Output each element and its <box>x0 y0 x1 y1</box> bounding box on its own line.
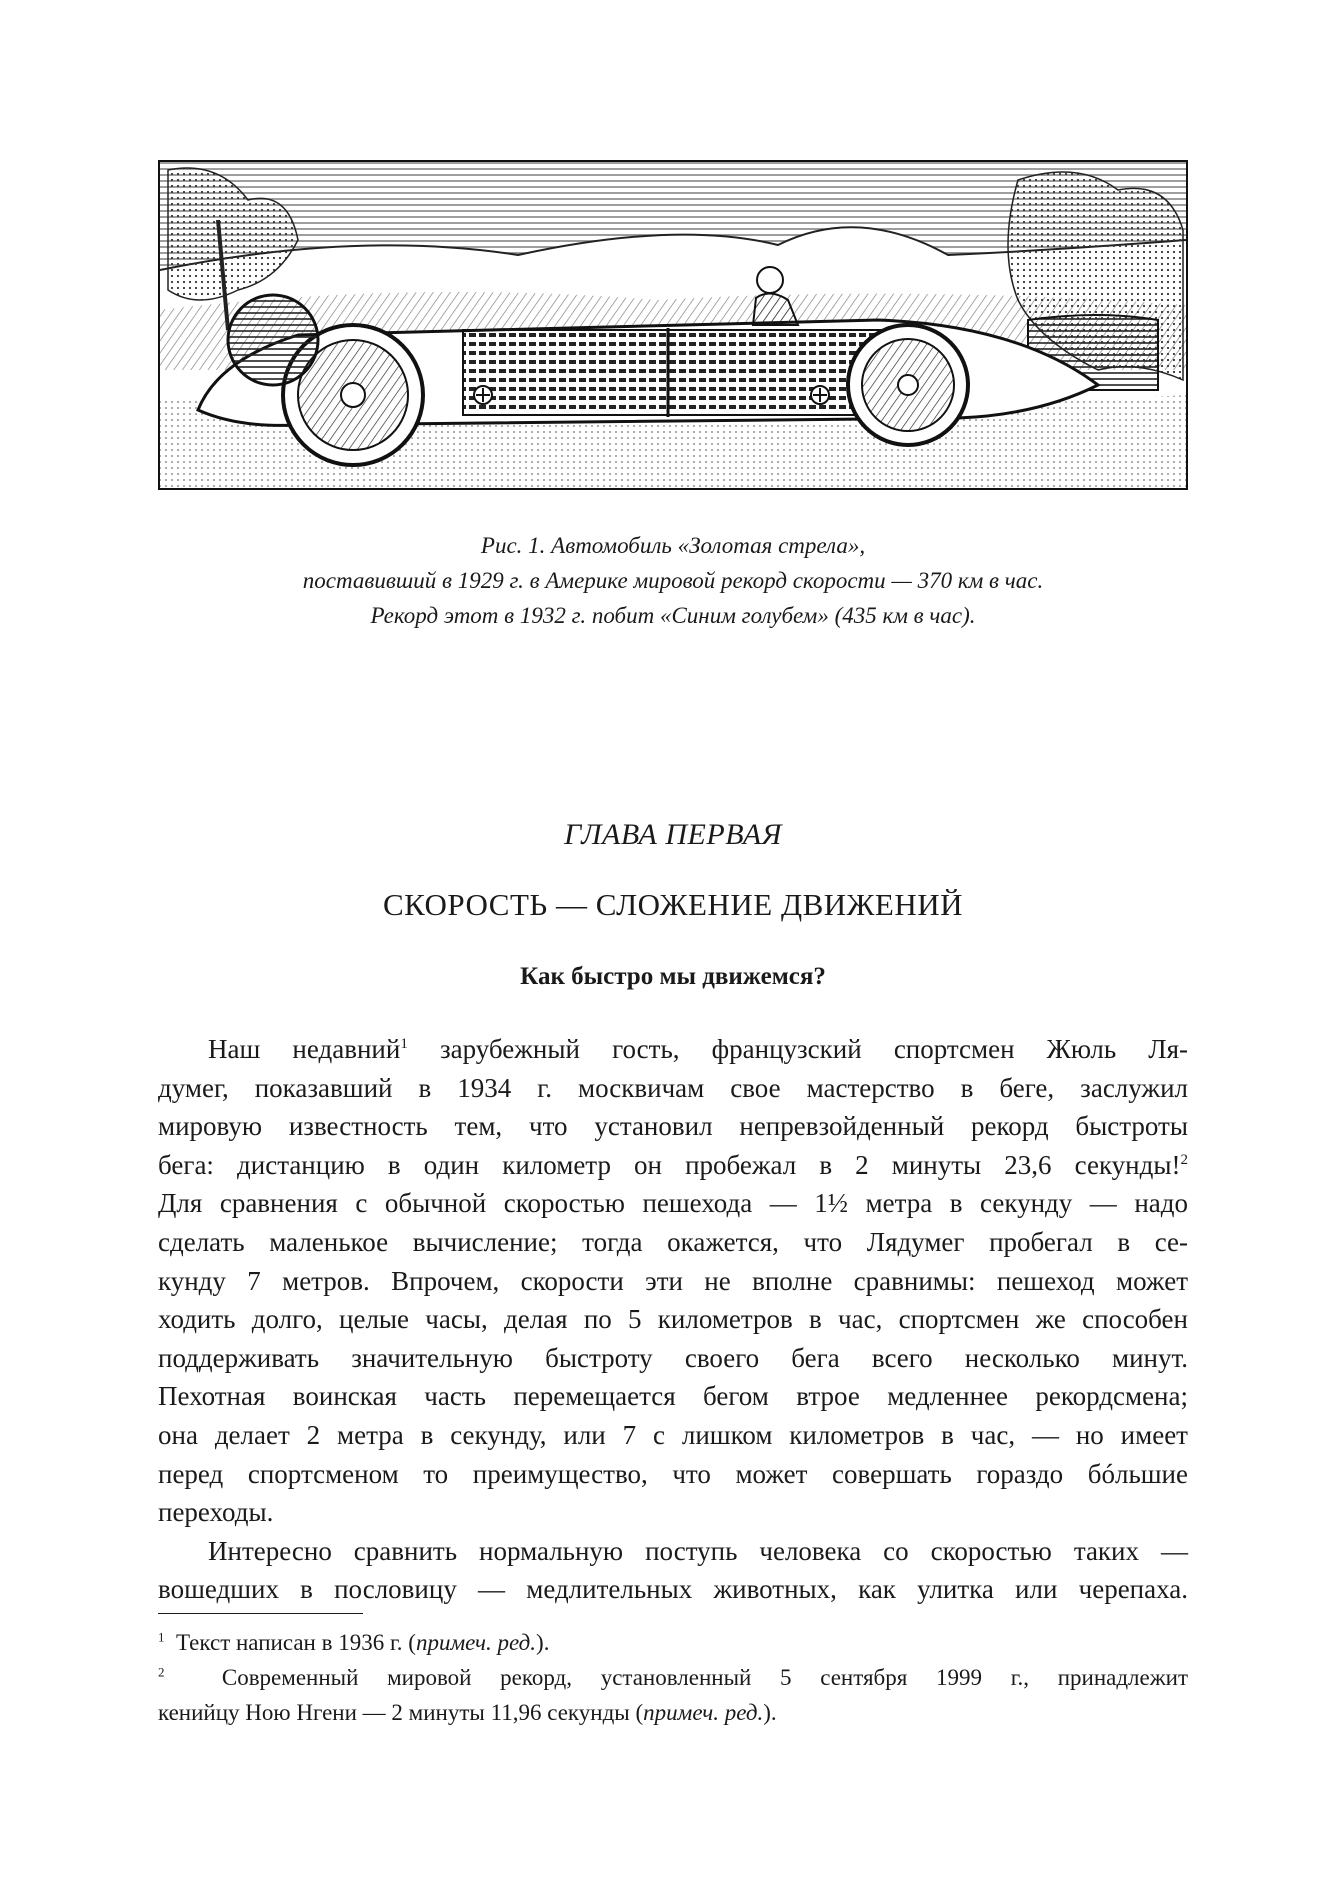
chapter-label: ГЛАВА ПЕРВАЯ <box>564 818 782 851</box>
footnotes <box>158 1625 1188 1730</box>
paragraph-line: мировую известность тем, что установил непревзойденный рекорд быстроты <box>158 1111 1188 1142</box>
chapter-title: СКОРОСТЬ — СЛОЖЕНИЕ ДВИЖЕНИЙ <box>382 887 964 922</box>
paragraph-line: думег, показавший в 1934 г. москвичам свое мастерство в беге, заслужил <box>158 1072 1188 1103</box>
body-text <box>158 1030 1188 1609</box>
paragraph-line: сделать маленькое вычисление; тогда окажется, что Лядумег пробегал в се- <box>158 1226 1188 1257</box>
footnote-separator <box>158 1613 363 1614</box>
figure-caption <box>158 528 1188 633</box>
paragraph-line: перед спортсменом то преимущество, что может совершать гораздо бóльшие <box>158 1458 1188 1489</box>
caption-line: Рекорд этот в 1932 г. побит «Синим голубем» (435 км в час). <box>370 603 976 628</box>
section-title: Как быстро мы движемся? <box>520 963 826 990</box>
paragraph-line: бега: дистанцию в один километр он пробежал в 2 минуты 23,6 секунды!$^2$ <box>158 1149 1188 1180</box>
paragraph-line: она делает 2 метра в секунду, или 7 с лишком километров в час, — но имеет <box>158 1419 1188 1450</box>
golden-arrow-car-illustration <box>158 160 1188 490</box>
paragraph-line: поддерживать значительную быстроту своего бега всего несколько минут. <box>158 1342 1188 1373</box>
paragraph-line: Интересно сравнить нормальную поступь человека со скоростью таких — <box>208 1535 1188 1566</box>
paragraph-line: Для сравнения с обычной скоростью пешехода — 1½ метра в секунду — надо <box>158 1188 1188 1219</box>
paragraph-line: Пехотная воинская часть перемещается бегом втрое медленнее рекордсмена; <box>158 1381 1188 1412</box>
footnote-1: $^1$ Текст написан в 1936 г. (примеч. ред.). <box>158 1629 550 1655</box>
footnote-2: $^2$ Современный мировой рекорд, установленный 5 сентября 1999 г., принадлежит <box>158 1664 1188 1690</box>
caption-line: поставивший в 1929 г. в Америке мировой рекорд скорости — 370 км в час. <box>302 568 1044 593</box>
paragraph-line: ходить долго, целые часы, делая по 5 километров в час, спортсмен же способен <box>158 1304 1188 1335</box>
footnote-ref[interactable]: 1 <box>400 1036 408 1052</box>
footnote-ref[interactable]: 2 <box>1180 1151 1188 1168</box>
paragraph-line: переходы. <box>158 1497 274 1528</box>
footnote-2-continued: кенийцу Ною Нгени — 2 минуты 11,96 секунды (примеч. ред.). <box>158 1700 777 1725</box>
paragraph-line: вошедших в пословицу — медлительных животных, как улитка или черепаха. <box>158 1574 1188 1605</box>
caption-line: Рис. 1. Автомобиль «Золотая стрела», <box>480 533 866 558</box>
paragraph-line: Наш недавний$^1$ зарубежный гость, французский спортсмен Жюль Ля- <box>208 1034 1188 1064</box>
paragraph-line: кунду 7 метров. Впрочем, скорости эти не вполне сравнимы: пешеход может <box>158 1265 1188 1296</box>
car-engraving-icon <box>158 160 1188 490</box>
